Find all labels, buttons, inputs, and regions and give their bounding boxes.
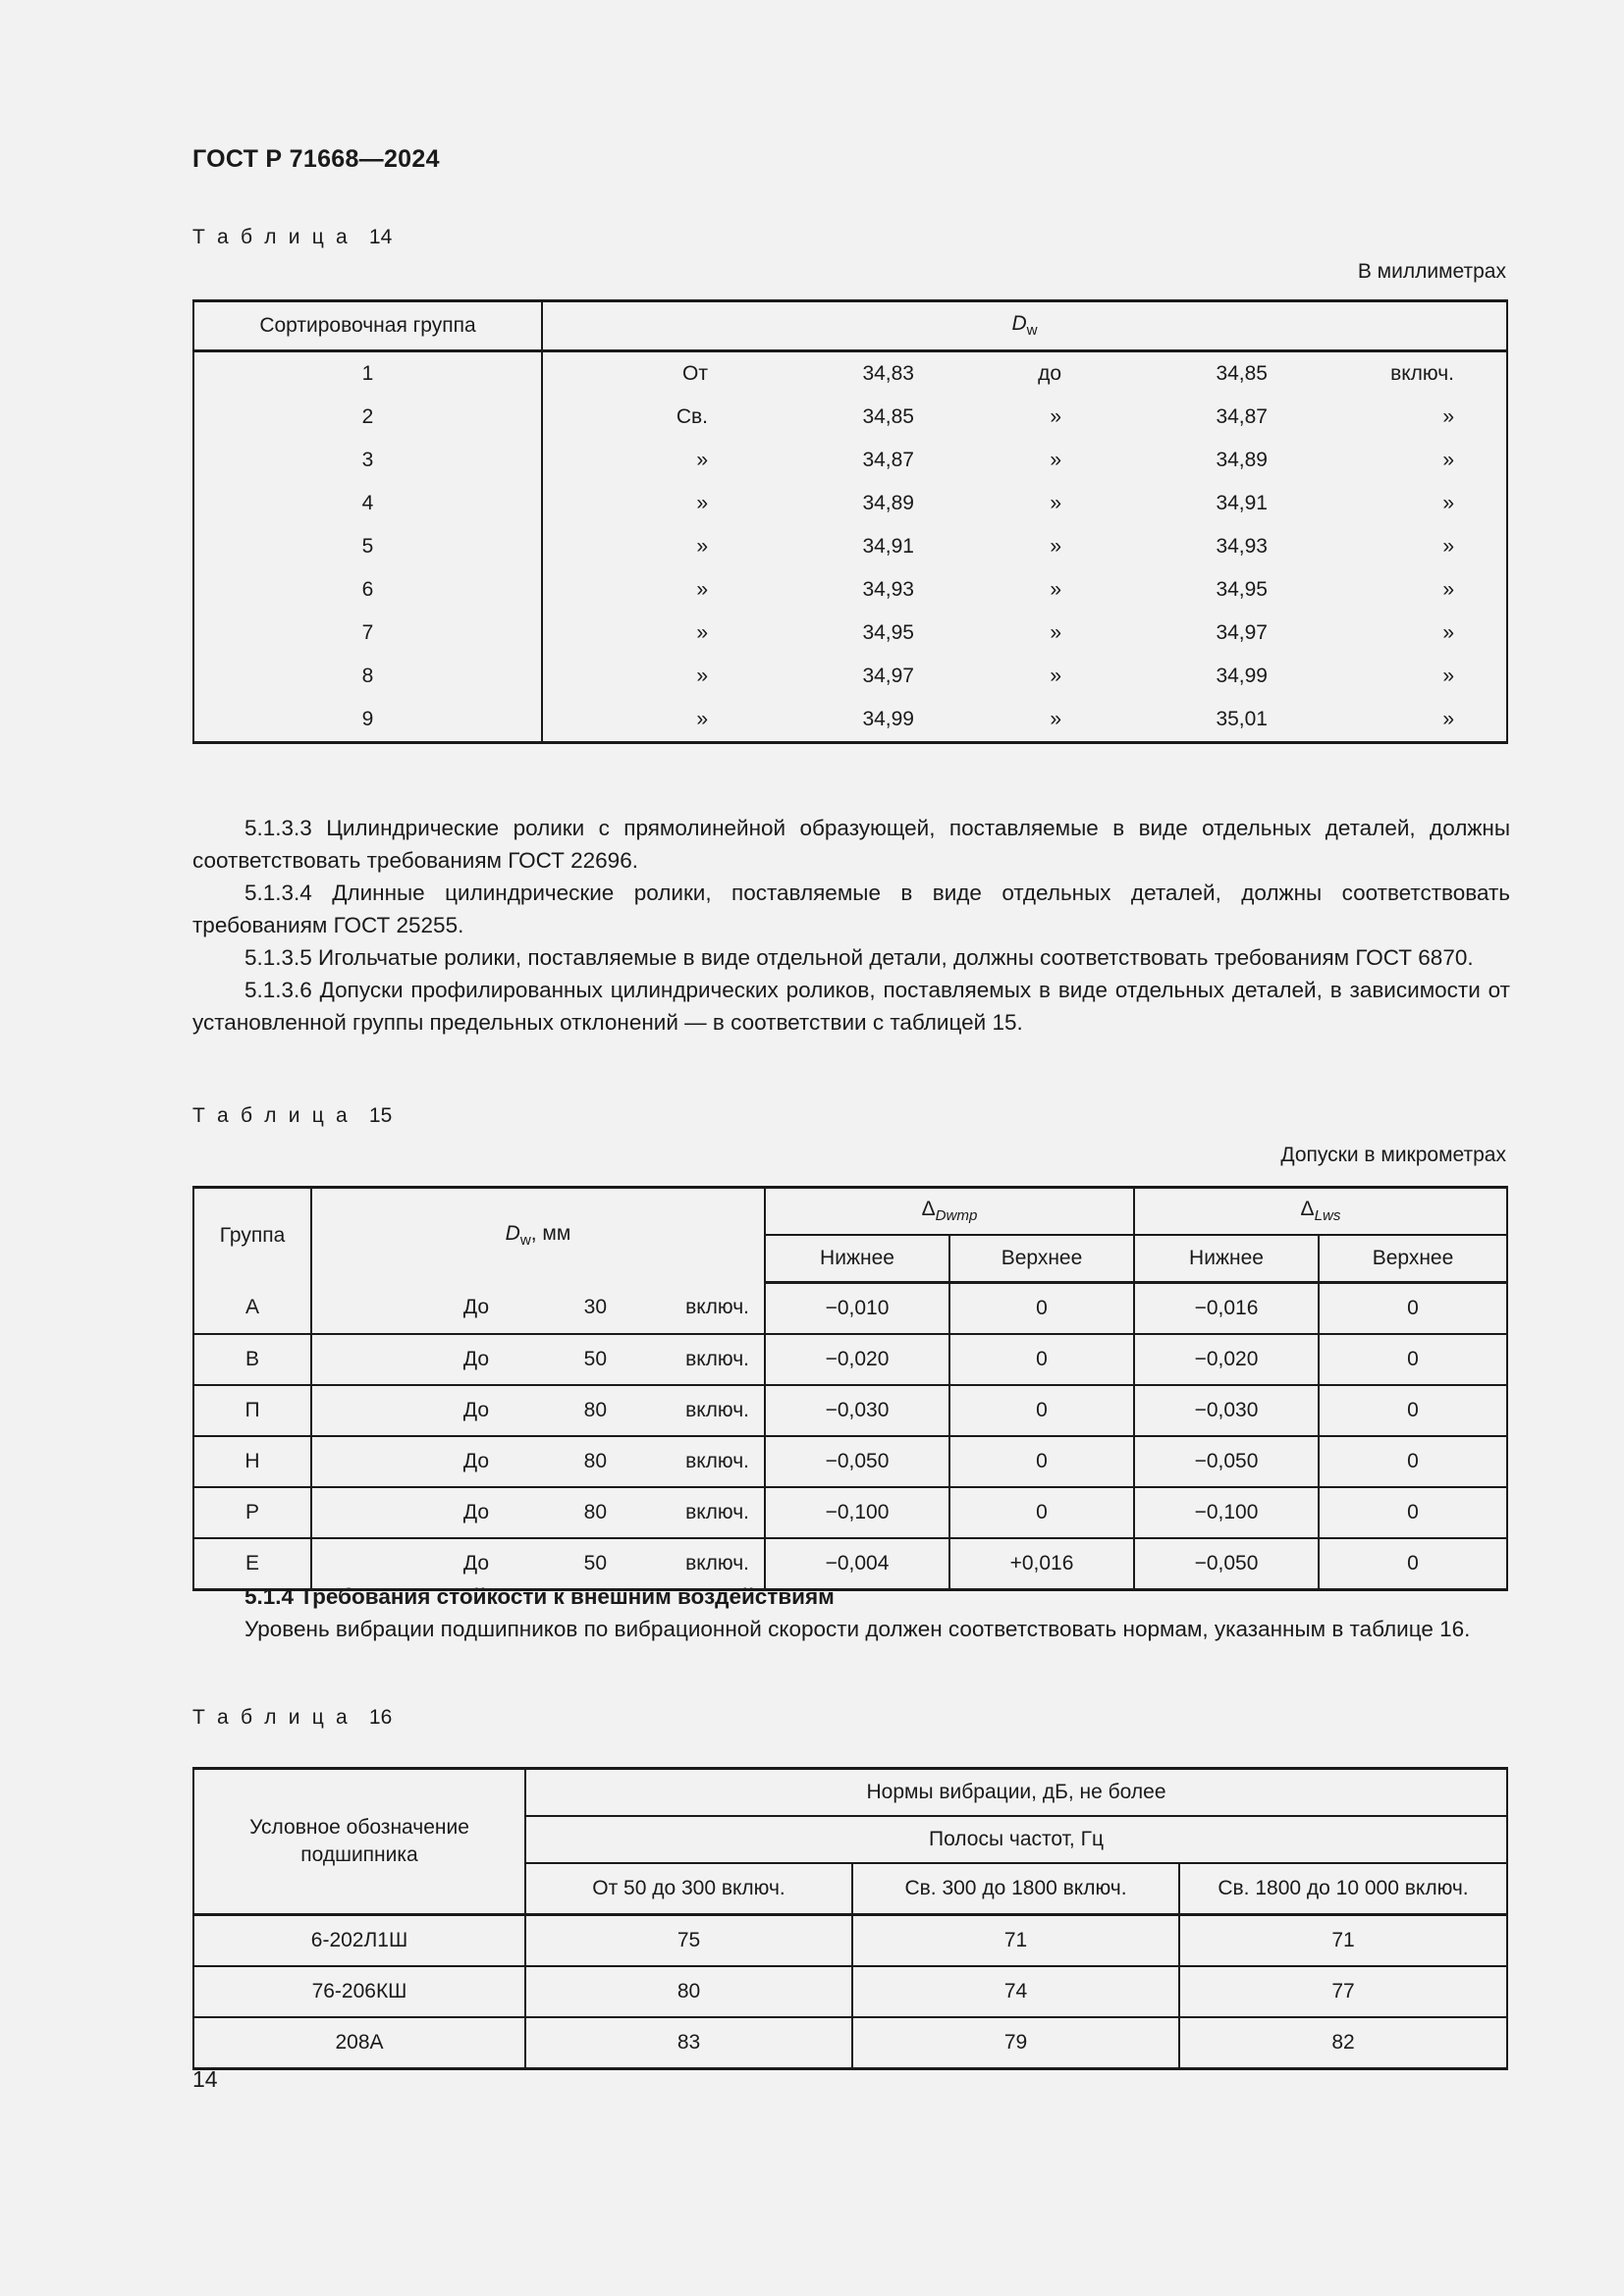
range-to-word: » [1050,708,1061,730]
range-to-word: » [1050,621,1061,644]
table16-header-row-1 [193,1769,1507,1817]
table-row [193,525,1507,568]
table16-caption [192,1706,392,1730]
table15-cell-dw-range [311,1436,765,1487]
range-incl: включ. [685,1552,749,1575]
table14-caption [192,226,392,249]
paragraph-5-1-3-3: 5.1.3.3 Цилиндрические ролики с прямолинейной образующей, поставляемые в виде отдельных деталей, должны соответствовать требованиям ГОСТ 22696. [192,816,1510,873]
table15-cell-dwmp-upper: 0 [949,1385,1134,1436]
table15-cell-lws-lower: −0,050 [1134,1538,1319,1590]
range-from-word: » [696,621,708,644]
table-row [193,439,1507,482]
table15-cell-lws-lower: −0,016 [1134,1283,1319,1335]
table15-col-delta-lws [1134,1188,1507,1236]
range-incl: » [1442,492,1454,514]
range-incl: » [1442,665,1454,687]
table15-cell-dw-range [311,1334,765,1385]
table-row [193,1915,1507,1967]
delta-lws-subscript: Lws [1314,1207,1341,1225]
table15-cell-lws-upper: 0 [1319,1487,1507,1538]
table16-cell-band-3: 77 [1179,1966,1507,2017]
table-row [193,1487,1507,1538]
table15-col-lws-lower: Нижнее [1134,1235,1319,1283]
table-16 [192,1767,1508,2070]
table15-cell-dwmp-upper: 0 [949,1283,1134,1335]
table15-cell-group: Н [193,1436,311,1487]
table15-cell-dw-range [311,1385,765,1436]
table15-cell-dwmp-lower: −0,030 [765,1385,949,1436]
table15-cell-lws-upper: 0 [1319,1436,1507,1487]
range-to-value: 34,95 [1216,578,1268,601]
table-row [193,698,1507,743]
range-from-value: 34,87 [862,449,914,471]
range-incl: » [1442,405,1454,428]
range-incl: » [1442,708,1454,730]
table14-units-note: В миллиметрах [1357,260,1506,283]
range-word: До [462,1501,489,1523]
document-header: ГОСТ Р 71668—2024 [192,145,440,173]
table15-col-dwmp-lower: Нижнее [765,1235,949,1283]
table14-cell-range [542,396,1507,439]
range-to-value: 34,97 [1216,621,1268,644]
delta-dwmp-subscript: Dwmp [935,1207,978,1225]
range-from-word: » [696,535,708,558]
table14-header-row [193,301,1507,351]
range-to-word: » [1050,492,1061,514]
table14-col-group: Сортировочная группа [193,301,542,351]
range-to-word: до [1038,362,1061,385]
table14-cell-group: 7 [193,612,542,655]
range-from-word: » [696,578,708,601]
table15-cell-dwmp-lower: −0,100 [765,1487,949,1538]
table-14 [192,299,1508,744]
range-incl: включ. [685,1348,749,1370]
table14-cell-range [542,439,1507,482]
table-row [193,1334,1507,1385]
table-row [193,612,1507,655]
paragraph-5-1-3-5: 5.1.3.5 Игольчатые ролики, поставляемые в виде отдельной детали, должны соответствовать требованиям ГОСТ 6870. [244,945,1474,970]
table15-cell-lws-lower: −0,030 [1134,1385,1319,1436]
table15-cell-lws-upper: 0 [1319,1334,1507,1385]
table15-col-group: Группа [193,1188,311,1283]
table16-col-band-1: От 50 до 300 включ. [525,1863,852,1915]
table-row [193,396,1507,439]
range-incl: » [1442,535,1454,558]
table14-cell-group: 2 [193,396,542,439]
table15-caption-number: 15 [368,1104,393,1127]
range-from-value: 34,89 [862,492,914,514]
table16-cell-designation: 76-206КШ [193,1966,525,2017]
range-value: 50 [583,1348,607,1370]
range-incl: » [1442,578,1454,601]
table-row [193,2017,1507,2069]
range-from-value: 34,99 [862,708,914,730]
table15-cell-group: А [193,1283,311,1335]
dw-symbol: D [1011,312,1027,336]
range-value: 80 [583,1501,607,1523]
table15-caption-label: Т а б л и ц а [192,1104,351,1127]
table15-col-delta-dwmp [765,1188,1134,1236]
dw-units: , мм [530,1222,571,1246]
table14-cell-group: 3 [193,439,542,482]
body-block-1 [192,812,1510,1039]
table15-cell-dw-range [311,1487,765,1538]
range-from-word: » [696,665,708,687]
dw-subscript: w [519,1232,531,1250]
table15-cell-lws-lower: −0,050 [1134,1436,1319,1487]
table14-cell-range [542,351,1507,397]
table-row [193,351,1507,397]
range-to-word: » [1050,665,1061,687]
table16-cell-designation: 6-202Л1Ш [193,1915,525,1967]
table14-cell-range [542,482,1507,525]
table14-cell-group: 5 [193,525,542,568]
table16-cell-band-1: 80 [525,1966,852,2017]
dw-symbol: D [505,1222,520,1246]
table15-cell-lws-upper: 0 [1319,1385,1507,1436]
table16-col-band-3: Св. 1800 до 10 000 включ. [1179,1863,1507,1915]
table16-col-designation [193,1769,525,1915]
table16-cell-band-2: 71 [852,1915,1179,1967]
table-row [193,1436,1507,1487]
table14-cell-range [542,525,1507,568]
range-incl: » [1442,621,1454,644]
paragraph-5-1-4: Уровень вибрации подшипников по вибрационной скорости должен соответствовать нормам, указанным в таблице 16. [244,1617,1471,1641]
range-from-value: 34,85 [862,405,914,428]
table16-col-designation-line1: Условное обозначение [249,1816,469,1839]
table16-caption-label: Т а б л и ц а [192,1706,351,1729]
table14-cell-range [542,655,1507,698]
table15-cell-dwmp-upper: +0,016 [949,1538,1134,1590]
range-to-value: 34,89 [1216,449,1268,471]
range-from-value: 34,93 [862,578,914,601]
table15-cell-group: Р [193,1487,311,1538]
dw-subscript: w [1026,322,1038,340]
table15-cell-dwmp-upper: 0 [949,1487,1134,1538]
range-to-value: 34,87 [1216,405,1268,428]
table15-cell-group: Е [193,1538,311,1590]
table-row [193,1283,1507,1335]
body-block-2 [192,1580,1510,1645]
table-row [193,568,1507,612]
range-incl: включ. [1390,362,1454,385]
table15-cell-dwmp-upper: 0 [949,1334,1134,1385]
table14-cell-range [542,698,1507,743]
table16-cell-band-3: 82 [1331,2031,1355,2054]
range-from-value: 34,97 [862,665,914,687]
table14-cell-group: 8 [193,655,542,698]
table15-cell-dwmp-lower: −0,050 [765,1436,949,1487]
table16-col-norms: Нормы вибрации, дБ, не более [525,1769,1507,1817]
range-from-word: От [682,362,708,385]
range-incl: включ. [685,1296,749,1319]
table14-cell-range [542,612,1507,655]
page-number: 14 [192,2066,218,2092]
range-to-word: » [1050,578,1061,601]
table15-col-lws-upper: Верхнее [1319,1235,1507,1283]
table15-header-row-1 [193,1188,1507,1236]
table15-cell-dwmp-lower: −0,020 [765,1334,949,1385]
range-to-word: » [1050,449,1061,471]
table16-col-designation-line2: подшипника [300,1843,418,1866]
table15-cell-group: П [193,1385,311,1436]
table15-units-note: Допуски в микрометрах [1280,1144,1506,1166]
range-value: 80 [583,1450,607,1472]
table14-cell-group: 9 [193,698,542,743]
table15-cell-dwmp-lower: −0,004 [765,1538,949,1590]
table14-cell-group: 1 [193,351,542,397]
range-from-word: » [696,449,708,471]
table15-cell-lws-upper: 0 [1407,1552,1419,1575]
table14-col-dw [542,301,1507,351]
table15-cell-lws-upper: 0 [1319,1283,1507,1335]
table16-col-band-2: Св. 300 до 1800 включ. [852,1863,1179,1915]
range-word: До [462,1552,489,1575]
paragraph-5-1-3-6: 5.1.3.6 Допуски профилированных цилиндрических роликов, поставляемых в виде отдельных деталей, в зависимости от установленной группы предельных отклонений — в соответствии с таблицей 15. [192,978,1510,1035]
paragraph-5-1-3-4: 5.1.3.4 Длинные цилиндрические ролики, поставляемые в виде отдельных деталей, должны соответствовать требованиям ГОСТ 25255. [192,881,1510,937]
range-value: 80 [583,1399,607,1421]
range-to-value: 34,99 [1216,665,1268,687]
range-word: До [462,1399,489,1421]
table-row [193,1966,1507,2017]
range-from-word: » [696,708,708,730]
range-word: До [462,1296,489,1319]
table16-col-bands: Полосы частот, Гц [525,1816,1507,1863]
table-row [193,482,1507,525]
range-from-word: » [696,492,708,514]
range-word: До [462,1348,489,1370]
table14-caption-label: Т а б л и ц а [192,226,351,248]
range-value: 30 [583,1296,607,1319]
range-to-value: 34,93 [1216,535,1268,558]
table15-col-dwmp-upper: Верхнее [949,1235,1134,1283]
range-incl: включ. [685,1501,749,1523]
table16-cell-designation: 208А [193,2017,525,2069]
table15-col-dw [311,1188,765,1283]
range-from-value: 34,91 [862,535,914,558]
range-incl: включ. [685,1450,749,1472]
range-value: 50 [583,1552,607,1575]
table15-cell-dw-range [311,1283,765,1335]
table15-cell-group: В [193,1334,311,1385]
table14-cell-group: 4 [193,482,542,525]
table15-cell-dwmp-lower: −0,010 [765,1283,949,1335]
range-from-value: 34,95 [862,621,914,644]
table16-cell-band-3: 71 [1179,1915,1507,1967]
range-incl: » [1442,449,1454,471]
table16-caption-number: 16 [368,1706,393,1729]
range-to-value: 34,85 [1216,362,1268,385]
range-to-value: 35,01 [1216,708,1268,730]
table16-cell-band-1: 83 [525,2017,852,2069]
table-row [193,655,1507,698]
table16-cell-band-1: 75 [525,1915,852,1967]
range-to-value: 34,91 [1216,492,1268,514]
table16-cell-band-2: 79 [852,2017,1179,2069]
delta-symbol: Δ [1300,1198,1315,1221]
table15-cell-lws-lower: −0,020 [1134,1334,1319,1385]
table15-caption [192,1104,392,1128]
table16-cell-band-2: 74 [852,1966,1179,2017]
table-15 [192,1186,1508,1591]
range-to-word: » [1050,405,1061,428]
delta-symbol: Δ [921,1198,936,1221]
table15-cell-lws-lower: −0,100 [1134,1487,1319,1538]
table14-cell-group: 6 [193,568,542,612]
range-to-word: » [1050,535,1061,558]
table14-caption-number: 14 [368,226,393,248]
range-word: До [462,1450,489,1472]
table14-cell-range [542,568,1507,612]
range-from-value: 34,83 [862,362,914,385]
table15-cell-dwmp-upper: 0 [949,1436,1134,1487]
table-row [193,1385,1507,1436]
range-incl: включ. [685,1399,749,1421]
heading-5-1-4: 5.1.4 Требования стойкости к внешним воздействиям [244,1584,835,1609]
range-from-word: Св. [676,405,708,428]
